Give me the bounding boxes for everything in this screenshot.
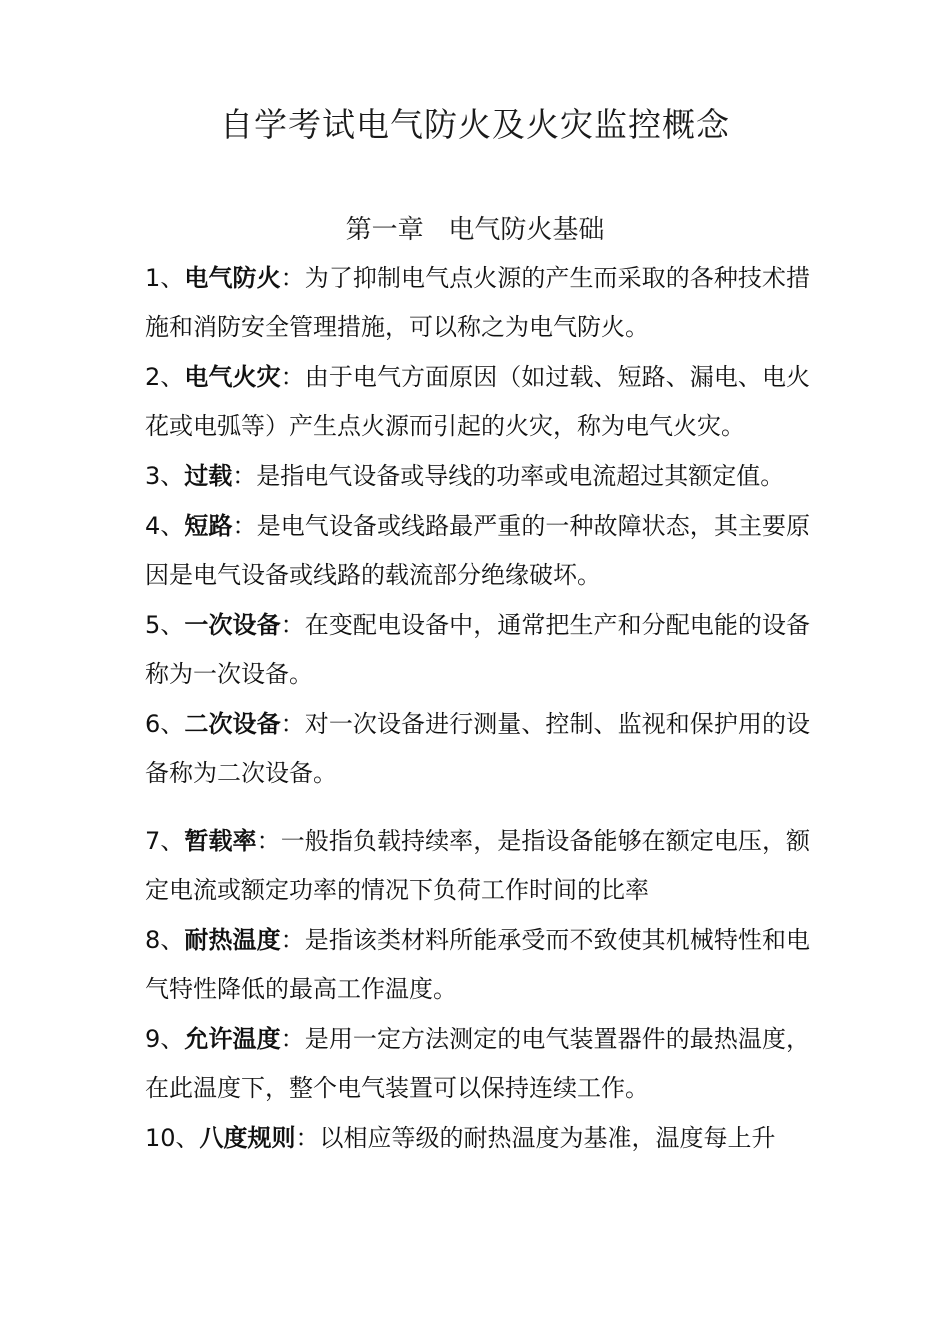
item-term: 电气防火 [184, 264, 281, 292]
item-definition: 由于电气方面原因（如过载、短路、漏电、电火花或电弧等）产生点火源而引起的火灾，称为电气火灾。 [145, 363, 811, 440]
item-number: 3、 [145, 462, 185, 490]
item-definition: 对一次设备进行测量、控制、监视和保护用的设备称为二次设备。 [145, 710, 811, 787]
item-number: 1、 [145, 264, 185, 292]
item-colon: ： [280, 363, 305, 391]
item-definition: 是电气设备或线路最严重的一种故障状态，其主要原因是电气设备或线路的载流部分绝缘破坏。 [145, 512, 811, 589]
item-colon: ： [295, 1124, 320, 1152]
item-definition: 为了抑制电气点火源的产生而采取的各种技术措施和消防安全管理措施，可以称之为电气防火。 [145, 264, 811, 341]
item-number: 4、 [145, 512, 185, 540]
item-term: 允许温度 [184, 1025, 281, 1053]
item-number: 9、 [145, 1025, 185, 1053]
item-colon: ： [280, 611, 305, 639]
definition-item [145, 254, 810, 352]
item-term: 暂载率 [184, 827, 257, 855]
item-number: 6、 [145, 710, 185, 738]
item-definition: 是指该类材料所能承受而不致使其机械特性和电气特性降低的最高工作温度。 [145, 926, 811, 1003]
item-term: 电气火灾 [184, 363, 281, 391]
definition-item [145, 700, 810, 798]
definition-item [145, 452, 810, 501]
item-term: 短路 [184, 512, 233, 540]
definition-item [145, 353, 810, 451]
item-colon: ： [280, 926, 305, 954]
chapter-heading: 第一章 电气防火基础 [345, 215, 605, 245]
definition-item [145, 1015, 810, 1113]
item-number: 8、 [145, 926, 185, 954]
item-colon: ： [256, 827, 281, 855]
definition-item [145, 502, 810, 600]
item-number: 7、 [145, 827, 185, 855]
item-term: 耐热温度 [184, 926, 281, 954]
definition-item [145, 1114, 810, 1163]
item-term: 二次设备 [184, 710, 281, 738]
item-colon: ： [232, 512, 257, 540]
item-definition: 在变配电设备中，通常把生产和分配电能的设备称为一次设备。 [145, 611, 811, 688]
item-colon: ： [280, 264, 305, 292]
document-title: 自学考试电气防火及火灾监控概念 [220, 105, 730, 144]
item-colon: ： [280, 710, 305, 738]
item-definition: 是用一定方法测定的电气装置器件的最热温度，在此温度下，整个电气装置可以保持连续工作。 [145, 1025, 811, 1102]
definition-item [145, 817, 810, 915]
item-definition: 以相应等级的耐热温度为基准，温度每上升 [319, 1124, 776, 1152]
item-number: 10、 [145, 1124, 200, 1152]
definition-item [145, 916, 810, 1014]
item-number: 5、 [145, 611, 185, 639]
item-definition: 一般指负载持续率，是指设备能够在额定电压，额定电流或额定功率的情况下负荷工作时间的比率 [145, 827, 811, 904]
item-term: 过载 [184, 462, 233, 490]
item-term: 八度规则 [199, 1124, 296, 1152]
definition-item [145, 601, 810, 699]
item-colon: ： [280, 1025, 305, 1053]
item-term: 一次设备 [184, 611, 281, 639]
definition-list [145, 254, 810, 1164]
item-number: 2、 [145, 363, 185, 391]
item-colon: ： [232, 462, 257, 490]
item-definition: 是指电气设备或导线的功率或电流超过其额定值。 [256, 462, 785, 490]
